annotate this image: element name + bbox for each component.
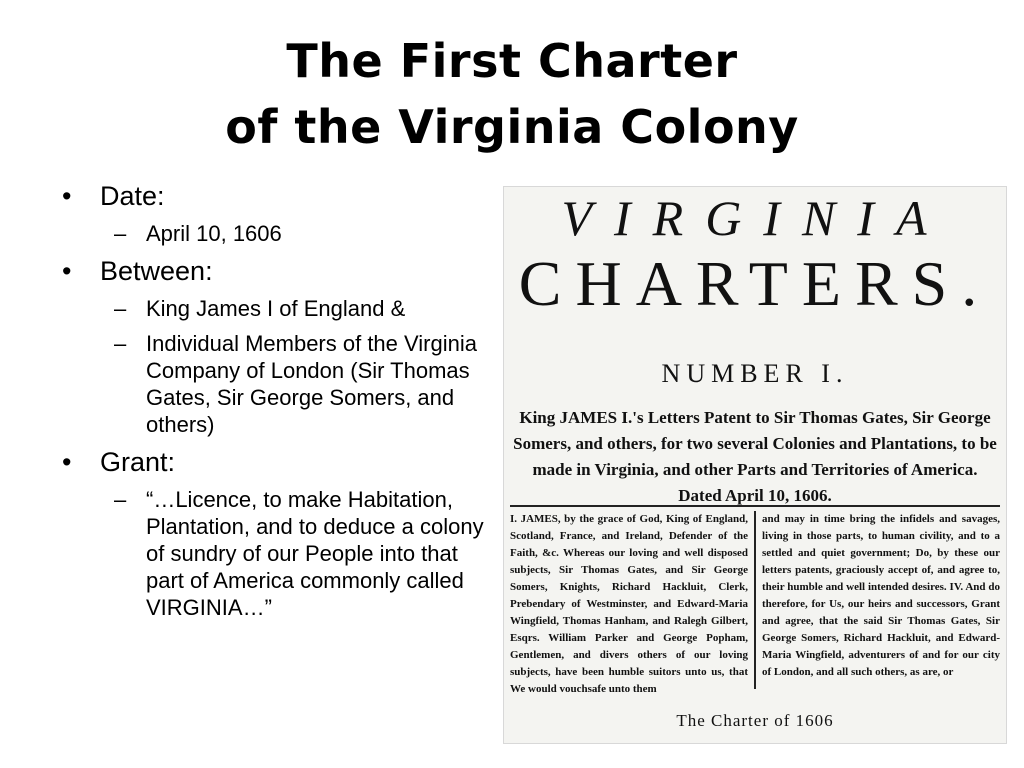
bullet-glyph: •	[62, 256, 72, 286]
dash-glyph: –	[114, 221, 127, 246]
column-rule	[754, 511, 756, 689]
document-heading-virginia: VIRGINIA	[561, 190, 949, 246]
title-line-1: The First Charter	[286, 34, 738, 88]
sub-bullet-text: April 10, 1606	[146, 221, 282, 246]
title-line-2: of the Virginia Colony	[225, 100, 799, 154]
sub-bullet	[56, 220, 496, 247]
bullet-glyph: •	[62, 181, 72, 211]
bullet-label: Date:	[100, 181, 165, 211]
dash-glyph: –	[114, 296, 127, 321]
bullet-grant	[56, 446, 496, 478]
document-column-right: and may in time bring the infidels and savages, living in those parts, to human civility, and to a settled and quiet government; Do, by these our letters patents, graciously accept of, and agree to, their humble and well intended desires. IV. And do therefore, for Us, our heirs and successors, Grant and agree, that the said Sir Thomas Gates, Sir George Somers, Richard Hackluit, and Edward-Maria Wingfield, adventurers of and for our city of London, and all such others, as are, or	[762, 513, 1000, 678]
sub-bullet-text: Individual Members of the Virginia Company of London (Sir Thomas Gates, Sir George Somers, and others)	[146, 331, 477, 437]
dash-glyph: –	[114, 487, 127, 512]
document-heading-charters: CHARTERS.	[518, 248, 992, 319]
document-number: NUMBER I.	[661, 359, 849, 388]
sub-bullet	[56, 295, 496, 322]
document-caption: The Charter of 1606	[676, 711, 834, 730]
bullet-label: Grant:	[100, 447, 176, 477]
bullet-label: Between:	[100, 256, 213, 286]
document-divider	[510, 505, 1000, 507]
bullet-date	[56, 180, 496, 212]
document-column-left: I. JAMES, by the grace of God, King of England, Scotland, France, and Ireland, Defender of the Faith, &c. Whereas our loving and well disposed subjects, Sir Thomas Gates, and Sir George Somers, Knights, Richard Hackluit, Clerk, Prebendary of Westminster, and Edward-Maria Wingfield, Thomas Hanham, and Ralegh Gilbert, Esqrs. William Parker and George Popham, Gentlemen, and divers others of our loving subjects, have been humble suitors unto us, that We would vouchsafe unto them	[510, 513, 748, 695]
dash-glyph: –	[114, 331, 127, 356]
document-columns	[510, 511, 1000, 695]
slide-title	[0, 28, 1024, 160]
sub-bullet-text: “…Licence, to make Habitation, Plantation, and to deduce a colony of sundry of our People into that part of America commonly called VIRGINIA…”	[146, 487, 484, 620]
sub-bullet	[56, 330, 496, 438]
sub-bullet-text: King James I of England &	[146, 296, 406, 321]
sub-bullet	[56, 486, 496, 621]
bullet-list	[56, 180, 496, 629]
bullet-glyph: •	[62, 447, 72, 477]
charter-document-image	[503, 186, 1007, 744]
document-subtitle: King JAMES I.'s Letters Patent to Sir Thomas Gates, Sir George Somers, and others, for two several Colonies and Plantations, to be made in Virginia, and other Parts and Territories of America. Dated April 10, 1606.	[513, 408, 997, 505]
bullet-between	[56, 255, 496, 287]
